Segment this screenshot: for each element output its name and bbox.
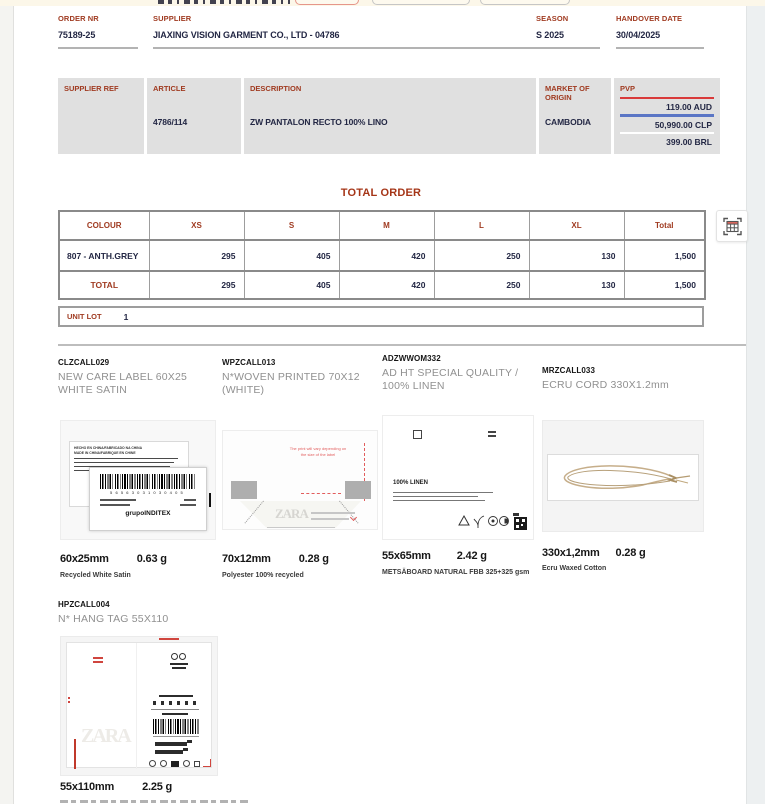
qty-l: 250	[434, 240, 529, 271]
recycle-icon	[459, 516, 469, 525]
pvp-price-aud: 119.00 AUD	[666, 102, 712, 112]
order-nr-label: ORDER NR	[58, 14, 99, 23]
supplier-value: JIAXING VISION GARMENT CO., LTD - 04786	[153, 30, 340, 40]
handover-date-value: 30/04/2025	[616, 30, 661, 40]
hangtag-barcode	[153, 719, 199, 734]
col-xs: XS	[149, 211, 244, 240]
component-card-cord	[542, 366, 704, 392]
care-origin-line1: HECHO EN CHINA/FABRICADO NA CHINA	[74, 446, 143, 450]
component-card-hangtag-front	[58, 600, 228, 626]
unit-lot-value: 1	[123, 311, 129, 322]
component-weight: 2.42 g	[456, 550, 487, 562]
component-code: ADZWWOM332	[382, 354, 441, 363]
article-box	[147, 78, 241, 154]
zara-logo-text: ZARA	[275, 506, 308, 521]
hangtag-front-image	[60, 636, 218, 776]
care-label-image	[60, 420, 216, 540]
component-material: METSÄBOARD NATURAL FBB 325+325 gsm	[382, 569, 530, 576]
component-material: Ecru Waxed Cotton	[542, 565, 607, 572]
market-of-origin-label: MARKET OF ORIGIN	[545, 84, 590, 102]
care-label-front	[89, 467, 207, 531]
supplier-label: SUPPLIER	[153, 14, 192, 23]
supplier-ref-label: SUPPLIER REF	[64, 84, 119, 93]
woven-label-image	[222, 430, 378, 530]
component-dims	[60, 781, 172, 793]
component-weight: 2.25 g	[142, 781, 173, 793]
table-scan-icon	[723, 217, 742, 236]
component-material: Recycled White Satin	[60, 572, 131, 579]
fsc-mark	[513, 513, 519, 516]
handover-date-field	[616, 14, 704, 49]
order-nr-value: 75189-25	[58, 30, 96, 40]
total-s: 405	[244, 271, 339, 299]
size-table-header	[59, 211, 705, 240]
care-barcode	[100, 474, 196, 489]
qr-code-icon	[514, 517, 527, 530]
component-weight: 0.28 g	[298, 553, 329, 565]
component-name: AD HT SPECIAL QUALITY / 100% LINEN	[382, 367, 519, 392]
component-name: N* HANG TAG 55X110	[58, 613, 169, 625]
supplier-ref-box	[58, 78, 144, 154]
eco-icons	[457, 512, 529, 532]
total-row-label: TOTAL	[59, 271, 149, 299]
component-code: MRZCALL033	[542, 366, 596, 375]
component-dims	[542, 547, 646, 559]
market-of-origin-box	[539, 78, 611, 154]
component-weight: 0.28 g	[615, 547, 646, 559]
component-code: HPZCALL004	[58, 600, 110, 609]
top-bar	[0, 0, 765, 6]
plant-icon	[474, 516, 484, 528]
article-value: 4786/114	[153, 117, 188, 127]
pvp-price-clp: 50,990.00 CLP	[654, 120, 712, 130]
col-colour: COLOUR	[59, 211, 149, 240]
description-label: DESCRIPTION	[250, 84, 302, 93]
unit-lot-label: UNIT LOT	[67, 312, 102, 321]
total-l: 250	[434, 271, 529, 299]
woven-fold-right	[345, 481, 371, 499]
top-action-button-3[interactable]	[480, 0, 570, 5]
season-field	[536, 14, 600, 49]
col-m: M	[339, 211, 434, 240]
component-card-care-label	[58, 358, 216, 396]
component-card-woven-label	[222, 358, 380, 396]
total-order-title: TOTAL ORDER	[340, 187, 422, 199]
qty-xs: 295	[149, 240, 244, 271]
col-total: Total	[624, 211, 705, 240]
colour-row	[59, 240, 705, 271]
qty-total: 1,500	[624, 240, 705, 271]
col-s: S	[244, 211, 339, 240]
component-size: 55x65mm	[382, 550, 431, 562]
order-nr-field	[58, 14, 138, 49]
col-l: L	[434, 211, 529, 240]
description-value: ZW PANTALON RECTO 100% LINO	[250, 117, 388, 127]
qty-s: 405	[244, 240, 339, 271]
component-size: 330x1,2mm	[542, 547, 600, 559]
size-table	[58, 210, 706, 300]
component-name: ECRU CORD 330X1.2mm	[542, 379, 669, 391]
component-material: Polyester 100% recycled	[222, 572, 304, 579]
component-dims	[60, 553, 167, 565]
supplier-field	[153, 14, 561, 49]
component-weight: 0.63 g	[136, 553, 167, 565]
zara-watermark: ZARA	[81, 725, 130, 747]
component-code: CLZCALL029	[58, 358, 110, 367]
hangtag-back-image	[382, 415, 534, 540]
component-name: N*WOVEN PRINTED 70X12 (WHITE)	[222, 371, 360, 396]
season-label: SEASON	[536, 14, 569, 23]
top-title-fragment	[158, 0, 290, 4]
component-code: WPZCALL013	[222, 358, 276, 367]
qty-m: 420	[339, 240, 434, 271]
cutoff-material-text	[60, 800, 250, 803]
cord-drawing	[543, 421, 704, 532]
right-gutter	[746, 6, 765, 804]
component-size: 60x25mm	[60, 553, 109, 565]
section-divider	[58, 344, 746, 346]
season-value: S 2025	[536, 30, 564, 40]
component-dims	[222, 553, 329, 565]
hangtag-icon-row	[149, 760, 200, 767]
cord-image	[542, 420, 704, 532]
left-gutter	[0, 6, 14, 804]
hangtag-front-tag	[66, 642, 212, 768]
component-card-hangtag-back	[382, 354, 536, 392]
pvp-label: PVP	[620, 84, 636, 93]
handover-date-label: HANDOVER DATE	[616, 14, 683, 23]
description-box	[244, 78, 536, 154]
pvp-price-brl: 399.00 BRL	[666, 137, 712, 147]
colour-cell: 807 - ANTH.GREY	[59, 240, 149, 271]
woven-fold-left	[231, 481, 257, 499]
inditex-brand-text: grupoINDITEX	[125, 510, 171, 517]
top-action-button-1[interactable]	[295, 0, 359, 5]
qty-xl: 130	[529, 240, 624, 271]
total-m: 420	[339, 271, 434, 299]
component-size: 55x110mm	[60, 781, 115, 793]
hangtag-material-heading: 100% LINEN	[393, 480, 429, 486]
market-of-origin-value: CAMBODIA	[545, 117, 591, 127]
care-barcode-digits: 56563031030405	[110, 490, 186, 495]
col-xl: XL	[529, 211, 624, 240]
total-total: 1,500	[624, 271, 705, 299]
table-fullscreen-button[interactable]	[716, 210, 748, 242]
care-origin-line2: MADE IN CHINA/FABRIQUE EN CHINE	[74, 450, 136, 455]
pvp-box	[614, 78, 720, 154]
component-name: NEW CARE LABEL 60X25 WHITE SATIN	[58, 371, 188, 396]
total-xs: 295	[149, 271, 244, 299]
woven-print-note: The print will vary depending on the size of the label	[289, 446, 347, 457]
component-size: 70x12mm	[222, 553, 271, 565]
component-dims	[382, 550, 487, 562]
unit-lot-box	[58, 306, 704, 327]
total-xl: 130	[529, 271, 624, 299]
article-label: ARTICLE	[153, 84, 186, 93]
top-action-button-2[interactable]	[372, 0, 470, 5]
total-row	[59, 271, 705, 299]
